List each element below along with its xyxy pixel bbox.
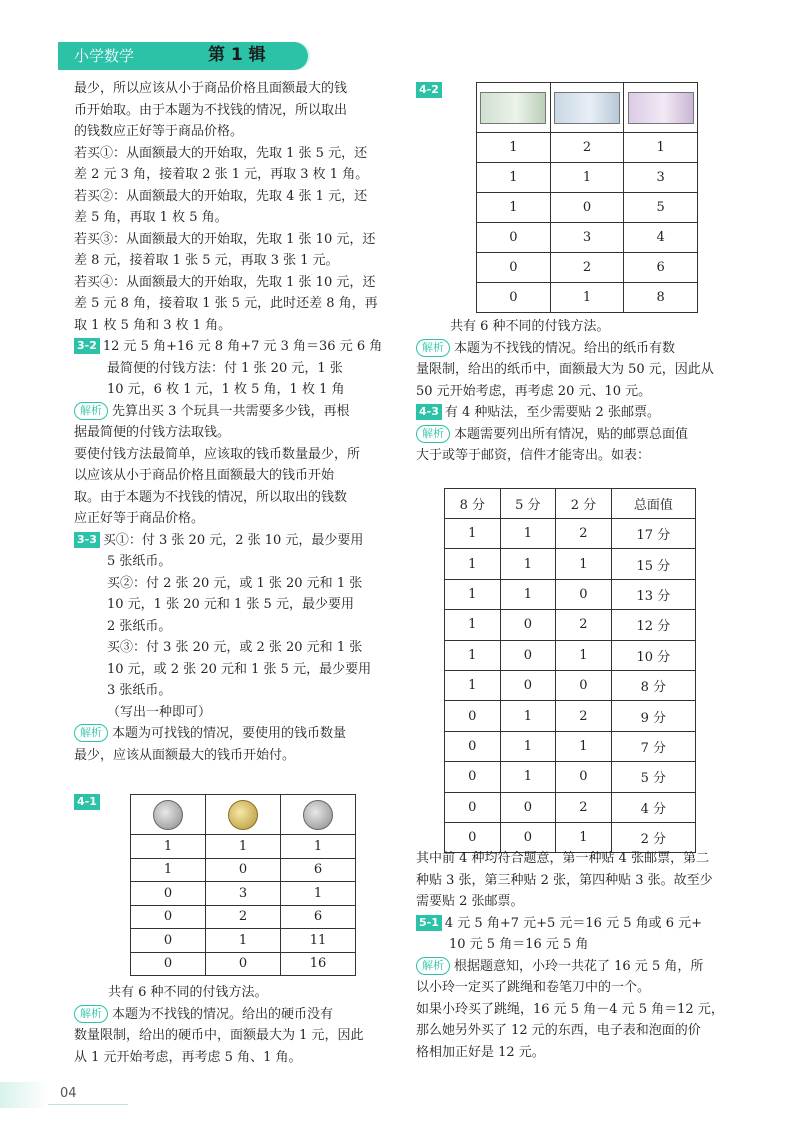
analysis-label: 解析 [74, 1005, 108, 1023]
table-cell: 1 [550, 163, 624, 193]
analysis-label: 解析 [74, 402, 108, 420]
q33-line [74, 530, 392, 552]
table-cell: 0 [477, 283, 551, 313]
text-span [554, 92, 620, 124]
table-cell: 1 [281, 882, 356, 906]
table-row [477, 83, 698, 133]
header-volume: 第 1 辑 [208, 45, 266, 65]
analysis6-line: 格相加正好是 12 元。 [416, 1044, 545, 1060]
text-span: 买①：付 3 张 20 元，2 张 10 元，最少要用 [102, 532, 364, 548]
table-cell: 17 分 [611, 519, 695, 549]
analysis1-line: 以应该从小于商品价格且面额最大的钱币开始 [74, 468, 335, 483]
table-cell: 8 分 [611, 670, 695, 700]
q43-tag: 4-3 [416, 404, 442, 420]
text-span: 本题为可找钱的情况，要使用的钱币数量 [112, 726, 347, 741]
table-cell: 总面值 [611, 489, 695, 519]
analysis1-line: 据最简便的付钱方法取钱。 [74, 425, 231, 440]
table-row [445, 640, 696, 670]
footer-line [48, 1104, 128, 1105]
analysis4-line [416, 338, 734, 360]
text-span: 本题需要列出所有情况，贴的邮票总面值 [454, 426, 689, 442]
text-span [153, 800, 183, 830]
text-span [228, 800, 258, 830]
text-span [628, 92, 694, 124]
text-span: 本题为不找钱的情况。给出的硬币没有 [112, 1006, 334, 1022]
table-cell: 1 [477, 163, 551, 193]
coin-5-jiao-icon [206, 795, 281, 835]
table-row [477, 193, 698, 223]
table-cell: 0 [477, 253, 551, 283]
analysis1-line: 要使付钱方法最简单，应该取的钱币数量最少，所 [74, 446, 361, 462]
footer-bar [0, 1082, 48, 1108]
table-cell: 2 [550, 133, 624, 163]
table-row [445, 762, 696, 792]
q33-line: 5 张纸币。 [107, 554, 172, 569]
table-cell: 1 [445, 519, 501, 549]
intro-line: 若买②：从面额最大的开始取，先取 4 张 1 元，还 [74, 188, 368, 204]
analysis1-line: 应正好等于商品价格。 [74, 511, 205, 526]
table-cell: 3 [206, 882, 281, 906]
table-row [445, 549, 696, 579]
q33-line: 买②：付 2 张 20 元，或 1 张 20 元和 1 张 [107, 575, 363, 591]
table-cell: 5 分 [500, 489, 556, 519]
table-header [445, 489, 696, 519]
table-cell: 10 分 [611, 640, 695, 670]
table-cell: 2 [556, 610, 612, 640]
intro-line: 的钱数应正好等于商品价格。 [74, 124, 244, 139]
text-span: 4 元 5 角+7 元+5 元＝16 元 5 角或 6 元+ [444, 915, 703, 931]
table-cell: 0 [500, 822, 556, 852]
table-cell: 2 [550, 253, 624, 283]
table-cell: 0 [131, 882, 206, 906]
table-cell: 1 [500, 762, 556, 792]
q33-line: 3 张纸币。 [107, 683, 172, 698]
table-cell: 6 [281, 858, 356, 882]
table-row [131, 952, 356, 976]
table-cell: 3 [624, 163, 698, 193]
table-row [445, 731, 696, 761]
table-cell: 1 [445, 670, 501, 700]
table-row [131, 929, 356, 953]
table-cell: 0 [500, 640, 556, 670]
table-cell: 1 [281, 835, 356, 859]
analysis6-line: 那么她另外买了 12 元的东西，电子表和泡面的价 [416, 1023, 701, 1038]
table-cell: 1 [556, 640, 612, 670]
table-cell: 6 [281, 905, 356, 929]
table-cell: 6 [624, 253, 698, 283]
table-row [131, 835, 356, 859]
banknote-20-yuan-icon [550, 83, 624, 133]
table-cell: 0 [500, 792, 556, 822]
analysis3-line: 从 1 元开始考虑，再考虑 5 角、1 角。 [74, 1049, 302, 1065]
intro-line: 币开始取。由于本题为不找钱的情况，所以取出 [74, 102, 348, 118]
table-row [131, 905, 356, 929]
table-cell: 1 [624, 133, 698, 163]
q51-tag: 5-1 [416, 915, 442, 931]
table-row [445, 610, 696, 640]
analysis3-line: 数量限制，给出的硬币中，面额最大为 1 元，因此 [74, 1028, 364, 1043]
table-row [445, 579, 696, 609]
table-cell: 12 分 [611, 610, 695, 640]
table-cell: 0 [131, 929, 206, 953]
table-cell: 4 [624, 223, 698, 253]
text-span [303, 800, 333, 830]
table-cell: 1 [500, 519, 556, 549]
table-cell: 3 [550, 223, 624, 253]
q51-line: 10 元 5 角＝16 元 5 角 [449, 937, 589, 952]
intro-line: 若买④：从面额最大的开始取，先取 1 张 10 元，还 [74, 274, 376, 290]
banknote-10-yuan-icon [624, 83, 698, 133]
table-row [477, 163, 698, 193]
analysis2-line [74, 723, 392, 745]
analysis5-line: 大于或等于邮资，信件才能寄出。如表： [416, 448, 651, 463]
text-span: 本题为不找钱的情况。给出的纸币有数 [454, 340, 676, 356]
q42-tag: 4-2 [416, 82, 442, 98]
table-cell: 1 [500, 701, 556, 731]
table-row [477, 223, 698, 253]
table-cell: 1 [206, 929, 281, 953]
table-row [445, 701, 696, 731]
analysis-label: 解析 [416, 957, 450, 975]
right-column-top [416, 316, 734, 467]
analysis2-line: 最少，应该从面额最大的钱币开始付。 [74, 747, 296, 763]
table-cell: 1 [445, 579, 501, 609]
text-span: 12 元 5 角+16 元 8 角+7 元 3 角＝36 元 6 角 [102, 339, 383, 354]
table-cell: 13 分 [611, 579, 695, 609]
analysis-label: 解析 [416, 425, 450, 443]
coin-table [130, 794, 356, 976]
intro-line: 差 8 元，接着取 1 张 5 元，再取 3 张 1 元。 [74, 253, 339, 268]
intro-line: 差 2 元 3 角，接着取 2 张 1 元，再取 3 枚 1 角。 [74, 167, 369, 182]
table-cell: 1 [477, 193, 551, 223]
table-cell: 1 [556, 822, 612, 852]
analysis-label: 解析 [416, 339, 450, 357]
table-cell: 1 [445, 640, 501, 670]
q41-summary: 共有 6 种不同的付钱方法。 [108, 985, 268, 1000]
analysis4-line: 50 元开始考虑，再考虑 20 元、10 元。 [416, 383, 652, 399]
intro-line: 取 1 枚 5 角和 3 枚 1 角。 [74, 317, 232, 333]
analysis6-line: 以小玲一定买了跳绳和卷笔刀中的一个。 [416, 980, 651, 995]
table-cell: 1 [131, 858, 206, 882]
table-cell: 0 [206, 858, 281, 882]
table-cell: 2 分 [556, 489, 612, 519]
table-row [445, 670, 696, 700]
q33-line: 10 元，1 张 20 元和 1 张 5 元，最少要用 [107, 597, 354, 612]
table-cell: 16 [281, 952, 356, 976]
q42-summary: 共有 6 种不同的付钱方法。 [450, 319, 610, 334]
q32-tag: 3-2 [74, 338, 100, 354]
table-cell: 2 [556, 519, 612, 549]
text-span: 根据题意知，小玲一共花了 16 元 5 角，所 [454, 958, 704, 974]
table-cell: 1 [550, 283, 624, 313]
table-cell: 0 [131, 905, 206, 929]
table-row [131, 795, 356, 835]
text-span [480, 92, 546, 124]
table-row [477, 133, 698, 163]
banknote-50-yuan-icon [477, 83, 551, 133]
table-cell: 0 [445, 731, 501, 761]
table-cell: 4 分 [611, 792, 695, 822]
table-cell: 0 [445, 822, 501, 852]
analysis1-line: 取。由于本题为不找钱的情况，所以取出的钱数 [74, 489, 348, 505]
table-row [477, 253, 698, 283]
header-subject: 小学数学 [74, 47, 135, 65]
table-cell: 5 [624, 193, 698, 223]
banknote-table [476, 82, 698, 313]
table-cell: 1 [556, 731, 612, 761]
table-cell: 1 [500, 731, 556, 761]
table-cell: 8 分 [445, 489, 501, 519]
analysis6-line: 如果小玲买了跳绳，16 元 5 角－4 元 5 角＝12 元， [416, 1001, 724, 1017]
table-row [445, 792, 696, 822]
table-cell: 1 [500, 549, 556, 579]
table-cell: 1 [131, 835, 206, 859]
q33-line: 10 元，或 2 张 20 元和 1 张 5 元，最少要用 [107, 661, 372, 677]
table-row [131, 858, 356, 882]
table-cell: 15 分 [611, 549, 695, 579]
left-column-bottom [74, 982, 392, 1068]
intro-line: 若买③：从面额最大的开始取，先取 1 张 10 元，还 [74, 231, 376, 247]
table-cell: 0 [445, 701, 501, 731]
table-cell: 0 [477, 223, 551, 253]
text-span: 有 4 种贴法，至少需要贴 2 张邮票。 [444, 405, 660, 420]
q33-line: （写出一种即可） [107, 704, 212, 720]
text-span: 先算出买 3 个玩具一共需要多少钱，再根 [112, 403, 350, 419]
q51-line [416, 913, 734, 935]
q33-line: 买③：付 3 张 20 元，或 2 张 20 元和 1 张 [107, 640, 363, 655]
table-cell: 2 [206, 905, 281, 929]
analysis1-line [74, 401, 392, 423]
q33-tag: 3-3 [74, 532, 100, 548]
coin-1-yuan-icon [281, 795, 356, 835]
table-cell: 1 [500, 579, 556, 609]
intro-line: 若买①：从面额最大的开始取，先取 1 张 5 元，还 [74, 145, 368, 161]
table-cell: 0 [206, 952, 281, 976]
q41-tag: 4-1 [74, 794, 100, 810]
analysis4-line: 量限制，给出的纸币中，面额最大为 50 元，因此从 [416, 362, 714, 377]
table-cell: 9 分 [611, 701, 695, 731]
table-cell: 0 [550, 193, 624, 223]
table-cell: 0 [556, 579, 612, 609]
q32-line [74, 336, 392, 358]
table-row [477, 283, 698, 313]
intro-line: 最少，所以应该从小于商品价格且面额最大的钱 [74, 81, 348, 96]
table-row [445, 519, 696, 549]
table-cell: 0 [445, 762, 501, 792]
table-cell: 0 [500, 610, 556, 640]
table-cell: 0 [500, 670, 556, 700]
conclusion-line: 需要贴 2 张邮票。 [416, 894, 524, 909]
q43-line [416, 402, 734, 424]
intro-line: 差 5 角，再取 1 枚 5 角。 [74, 210, 228, 225]
table-cell: 1 [556, 549, 612, 579]
analysis-label: 解析 [74, 724, 108, 742]
table-cell: 7 分 [611, 731, 695, 761]
page-number: 04 [60, 1086, 77, 1101]
conclusion-line: 种贴 3 张，第三种贴 2 张，第四种贴 3 张。故至少 [416, 872, 713, 888]
table-cell: 5 分 [611, 762, 695, 792]
intro-line: 差 5 元 8 角，接着取 1 张 5 元，此时还差 8 角，再 [74, 296, 378, 311]
table-cell: 0 [131, 952, 206, 976]
coin-1-jiao-icon [131, 795, 206, 835]
conclusion-line: 其中前 4 种均符合题意，第一种贴 4 张邮票，第二 [416, 851, 710, 866]
table-cell: 2 分 [611, 822, 695, 852]
table-cell: 2 [556, 792, 612, 822]
right-column-bottom [416, 848, 734, 1063]
analysis5-line [416, 424, 734, 446]
table-cell: 1 [477, 133, 551, 163]
table-cell: 0 [445, 792, 501, 822]
q32-line: 最简便的付钱方法：付 1 张 20 元，1 张 [107, 360, 343, 376]
table-cell: 8 [624, 283, 698, 313]
stamp-table [444, 488, 696, 853]
q33-line: 2 张纸币。 [107, 618, 172, 634]
table-cell: 1 [445, 610, 501, 640]
table-cell: 1 [206, 835, 281, 859]
left-column [74, 78, 392, 766]
table-cell: 0 [556, 670, 612, 700]
analysis6-line [416, 956, 734, 978]
table-row [131, 882, 356, 906]
table-cell: 11 [281, 929, 356, 953]
table-cell: 2 [556, 701, 612, 731]
table-cell: 0 [556, 762, 612, 792]
table-cell: 1 [445, 549, 501, 579]
q32-line: 10 元，6 枚 1 元，1 枚 5 角，1 枚 1 角 [107, 382, 345, 397]
analysis3-line [74, 1004, 392, 1026]
